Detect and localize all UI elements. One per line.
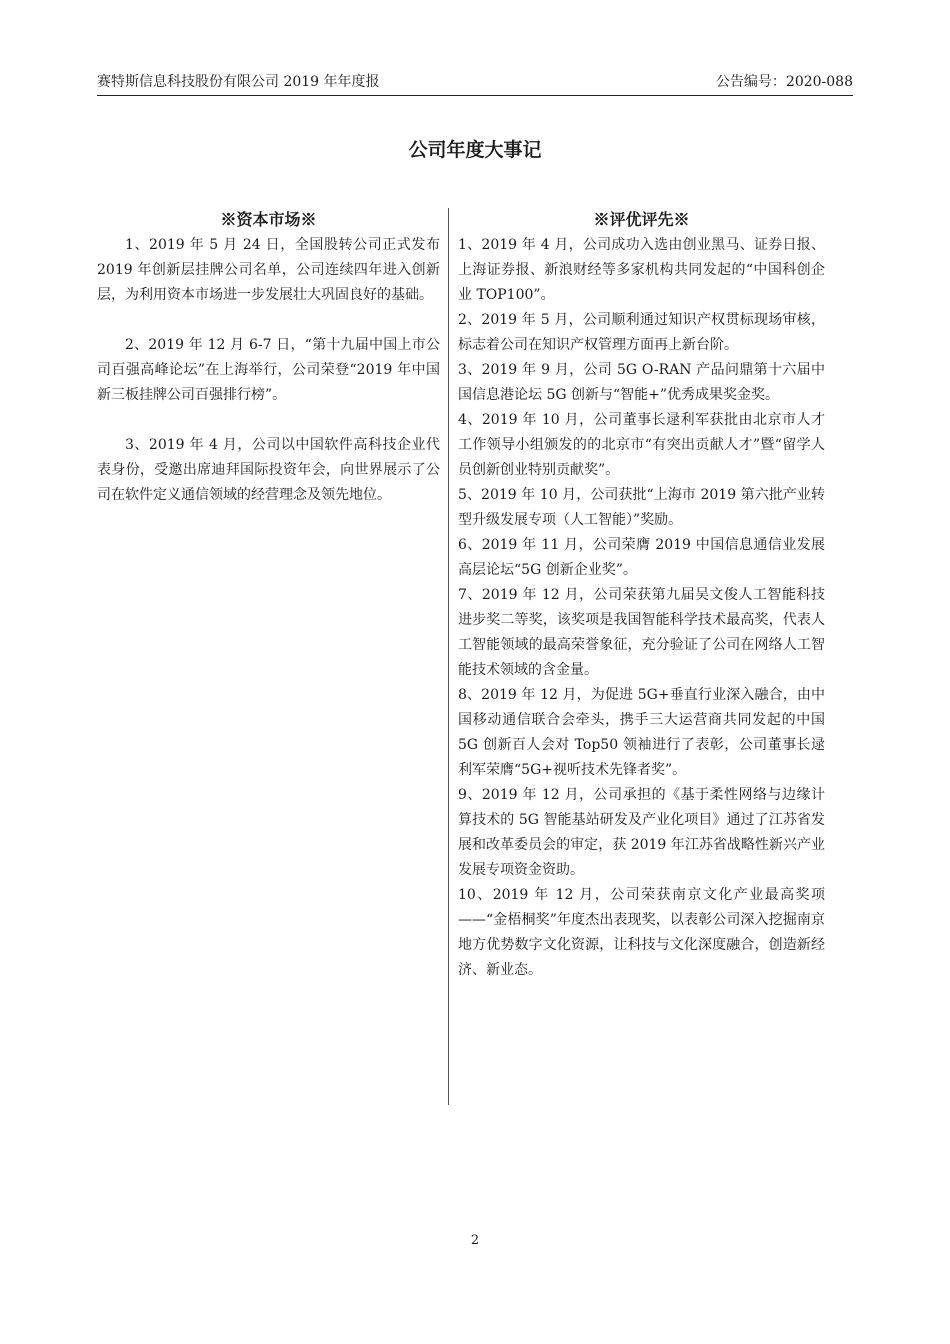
page-title: 公司年度大事记 bbox=[408, 139, 542, 161]
award-item: 1、2019 年 4 月，公司成功入选由创业黑马、证券日报、上海证券报、新浪财经等多家机构共同发起的“中国科创企业 TOP100”。 bbox=[458, 237, 825, 303]
award-item: 6、2019 年 11 月，公司荣膺 2019 中国信息通信业发展高层论坛“5G 创新企业奖”。 bbox=[458, 537, 825, 578]
award-item: 4、2019 年 10 月，公司董事长逯利军获批由北京市人才工作领导小组颁发的的北京市“有突出贡献人才”暨“留学人员创新创业特别贡献奖”。 bbox=[458, 412, 825, 478]
page-header bbox=[97, 68, 853, 92]
capital-market-column bbox=[97, 207, 440, 533]
header-company-report: 赛特斯信息科技股份有限公司 2019 年年度报 bbox=[97, 74, 380, 90]
award-item: 3、2019 年 9 月，公司 5G O-RAN 产品问鼎第十六届中国信息港论坛 5G 创新与“智能+”优秀成果奖金奖。 bbox=[458, 362, 825, 403]
header-rule bbox=[97, 95, 853, 96]
award-item: 5、2019 年 10 月，公司获批“上海市 2019 第六批产业转型升级发展专项（人工智能）”奖励。 bbox=[458, 487, 825, 528]
award-item: 9、2019 年 12 月，公司承担的《基于柔性网络与边缘计算技术的 5G 智能基站研发及产业化项目》通过了江苏省发展和改革委员会的审定，获 2019 年江苏省战略性新兴产业发展专项资金资助。 bbox=[458, 787, 825, 878]
capital-market-item: 2、2019 年 12 月 6-7 日，“第十九届中国上市公司百强高峰论坛”在上海举行，公司荣登“2019 年中国新三板挂牌公司百强排行榜”。 bbox=[97, 337, 440, 403]
award-item: 8、2019 年 12 月，为促进 5G+垂直行业深入融合，由中国移动通信联合会牵头，携手三大运营商共同发起的中国 5G 创新百人会对 Top50 领袖进行了表彰，公司董事长逯利军荣膺“5G+视听技术先锋者奖”。 bbox=[458, 687, 825, 778]
capital-market-heading: ※资本市场※ bbox=[220, 210, 317, 229]
header-announcement-number: 公告编号：2020-088 bbox=[715, 74, 853, 90]
award-item: 2、2019 年 5 月，公司顺利通过知识产权贯标现场审核，标志着公司在知识产权管理方面再上新台阶。 bbox=[458, 312, 825, 353]
capital-market-item: 1、2019 年 5 月 24 日，全国股转公司正式发布 2019 年创新层挂牌公司名单，公司连续四年进入创新层，为利用资本市场进一步发展壮大巩固良好的基础。 bbox=[97, 237, 440, 303]
column-divider bbox=[448, 208, 449, 1105]
capital-market-item: 3、2019 年 4 月，公司以中国软件高科技企业代表身份，受邀出席迪拜国际投资年会，向世界展示了公司在软件定义通信领域的经营理念及领先地位。 bbox=[97, 437, 440, 503]
awards-column bbox=[458, 207, 825, 983]
award-item: 7、2019 年 12 月，公司荣获第九届吴文俊人工智能科技进步奖二等奖，该奖项是我国智能科学技术最高奖，代表人工智能领域的最高荣誉象征，充分验证了公司在网络人工智能技术领域的含金量。 bbox=[458, 587, 825, 678]
page-number: 2 bbox=[470, 1233, 480, 1248]
awards-heading: ※评优评先※ bbox=[593, 210, 690, 229]
award-item: 10、2019 年 12 月，公司荣获南京文化产业最高奖项 ——“金梧桐奖”年度杰出表现奖，以表彰公司深入挖掘南京地方优势数字文化资源，让科技与文化深度融合，创造新经济、新业态。 bbox=[458, 887, 825, 978]
